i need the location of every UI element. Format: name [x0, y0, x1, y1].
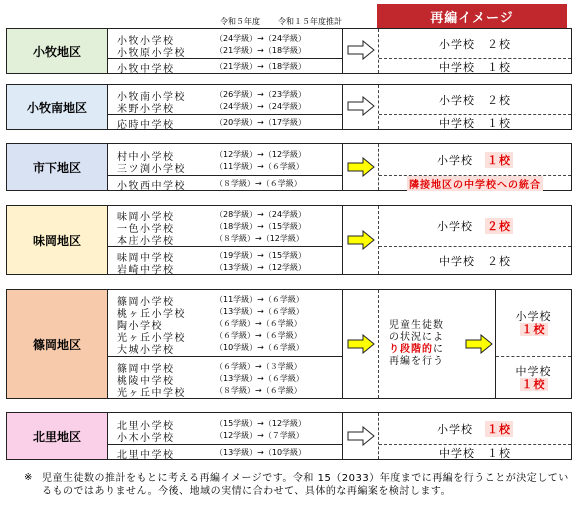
class-count: （13学級）→（６学級） [215, 307, 304, 316]
school-name: 村中小学校 [117, 152, 175, 163]
arrow-cell [342, 290, 379, 398]
future-year-label: 令和１５年度推計 [278, 17, 342, 26]
result-junior-high: 中学校 １校 [379, 58, 571, 74]
school-name: 三ツ渕小学校 [117, 164, 186, 175]
result-elementary: 小学校 ２校 [439, 93, 511, 107]
result-cell [378, 144, 571, 190]
school-list [107, 85, 342, 129]
class-count: （19学級）→（15学級） [215, 251, 307, 260]
school-list [107, 206, 342, 274]
school-name: 桃陵中学校 [117, 376, 175, 387]
school-name: 小木小学校 [117, 433, 175, 444]
result-junior-high: 中学校 １校 [379, 444, 571, 460]
result-junior-high: 隣接地区の中学校への統合 [379, 175, 571, 191]
class-count: （13学級）→（６学級） [215, 374, 304, 383]
class-count: （10学級）→（６学級） [215, 343, 304, 352]
school-name: 大城小学校 [117, 345, 175, 356]
district-shinooka [6, 289, 572, 399]
final-result-cell [495, 290, 571, 398]
school-name: 小牧小学校 [117, 36, 175, 47]
result-cell [378, 413, 571, 459]
district-name: 篠岡地区 [7, 290, 108, 398]
class-count: （15学級）→（12学級） [215, 419, 307, 428]
class-count: （28学級）→（24学級） [215, 210, 307, 219]
arrow-cell [342, 29, 379, 73]
class-count: （13学級）→（10学級） [215, 448, 307, 457]
school-name: 米野小学校 [117, 104, 175, 115]
class-count: （６学級）→（６学級） [215, 331, 302, 340]
district-name: 小牧地区 [7, 29, 108, 73]
class-count: （21学級）→（18学級） [215, 62, 307, 71]
district-ichinoshita [6, 143, 572, 191]
class-count: （８学級）→（12学級） [215, 234, 304, 243]
class-count: （６学級）→（３学級） [215, 362, 302, 371]
district-komaki [6, 28, 572, 74]
class-count: （12学級）→（７学級） [215, 431, 304, 440]
district-komaki-minami [6, 84, 572, 130]
class-count: （26学級）→（23学級） [215, 90, 307, 99]
result-elementary: 小学校 ２校 [439, 37, 511, 51]
result-junior-high: 中学校 １校 [379, 114, 571, 130]
plan-title: 再編イメージ [377, 4, 567, 28]
result-elementary: 小学校 １校 [437, 153, 511, 167]
school-list [107, 413, 342, 459]
result-cell [378, 206, 571, 274]
class-count: （13学級）→（12学級） [215, 263, 307, 272]
result-junior-high: 中学校 ２校 [379, 246, 571, 275]
result-cell [378, 85, 571, 129]
yellow-arrow-icon [465, 334, 493, 354]
school-name: 本庄小学校 [117, 236, 175, 247]
district-name: 味岡地区 [7, 206, 108, 274]
district-ajioka [6, 205, 572, 275]
result-elementary: 小学校 ２校 [437, 220, 511, 233]
school-list [107, 29, 342, 73]
class-count: （11学級）→（６学級） [215, 162, 304, 171]
school-list [107, 290, 342, 398]
class-count: （８学級）→（６学級） [215, 386, 302, 395]
class-count: （12学級）→（12学級） [215, 150, 307, 159]
arrow-cell [342, 144, 379, 190]
school-name: 一色小学校 [117, 224, 175, 235]
result-elementary: 小学校 １校 [437, 422, 511, 436]
district-name: 北里地区 [7, 413, 108, 459]
yellow-arrow-icon [347, 157, 375, 177]
white-arrow-icon [347, 426, 375, 446]
school-name: 光ヶ丘小学校 [117, 333, 186, 344]
school-name: 岩崎中学校 [117, 265, 175, 276]
result-cell [378, 29, 571, 73]
result-cell [378, 290, 461, 398]
staged-reorganization-note: 児童生徒数 の状況によ り段階的に 再編を行う [389, 320, 444, 367]
arrow-cell [342, 413, 379, 459]
school-name: 小牧西中学校 [117, 181, 186, 192]
school-name: 北里小学校 [117, 421, 175, 432]
footnote-mark: ※ [24, 472, 33, 483]
district-name: 小牧南地区 [7, 85, 108, 129]
school-name: 北里中学校 [117, 450, 175, 461]
school-name: 光ヶ丘中学校 [117, 388, 186, 399]
school-name: 応時中学校 [117, 120, 175, 131]
white-arrow-icon [347, 96, 375, 116]
school-name: 篠岡小学校 [117, 297, 175, 308]
yellow-arrow-icon [347, 334, 375, 354]
school-name: 味岡中学校 [117, 253, 175, 264]
school-name: 味岡小学校 [117, 212, 175, 223]
school-name: 篠岡中学校 [117, 364, 175, 375]
school-list [107, 144, 342, 190]
result-elementary: 小学校 １校 [515, 310, 552, 336]
class-count: （18学級）→（15学級） [215, 222, 307, 231]
class-count: （６学級）→（６学級） [215, 319, 302, 328]
footnote: 児童生徒数の推計をもとに考える再編イメージです。令和 15（2033）年度までに再編を行うことが決定しているものではありません。今後、地域の実情に合わせて、具体的な再編案を検討します。 [42, 473, 569, 497]
school-name: 陶小学校 [117, 321, 163, 332]
district-name: 市下地区 [7, 144, 108, 190]
class-count: （24学級）→（24学級） [215, 34, 307, 43]
class-count: （20学級）→（17学級） [215, 118, 307, 127]
arrow-cell [342, 206, 379, 274]
white-arrow-icon [347, 40, 375, 60]
current-year-label: 令和５年度 [220, 17, 260, 26]
yellow-arrow-icon [347, 230, 375, 250]
class-count: （24学級）→（24学級） [215, 102, 307, 111]
class-count: （21学級）→（18学級） [215, 46, 307, 55]
school-name: 桃ヶ丘小学校 [117, 309, 186, 320]
class-count: （11学級）→（６学級） [215, 295, 304, 304]
class-count: （８学級）→（６学級） [215, 179, 302, 188]
arrow-cell [342, 85, 379, 129]
result-junior-high: 中学校 １校 [496, 356, 571, 399]
district-kitasato [6, 412, 572, 460]
school-name: 小牧中学校 [117, 64, 175, 75]
school-name: 小牧南小学校 [117, 92, 186, 103]
school-name: 小牧原小学校 [117, 48, 186, 59]
